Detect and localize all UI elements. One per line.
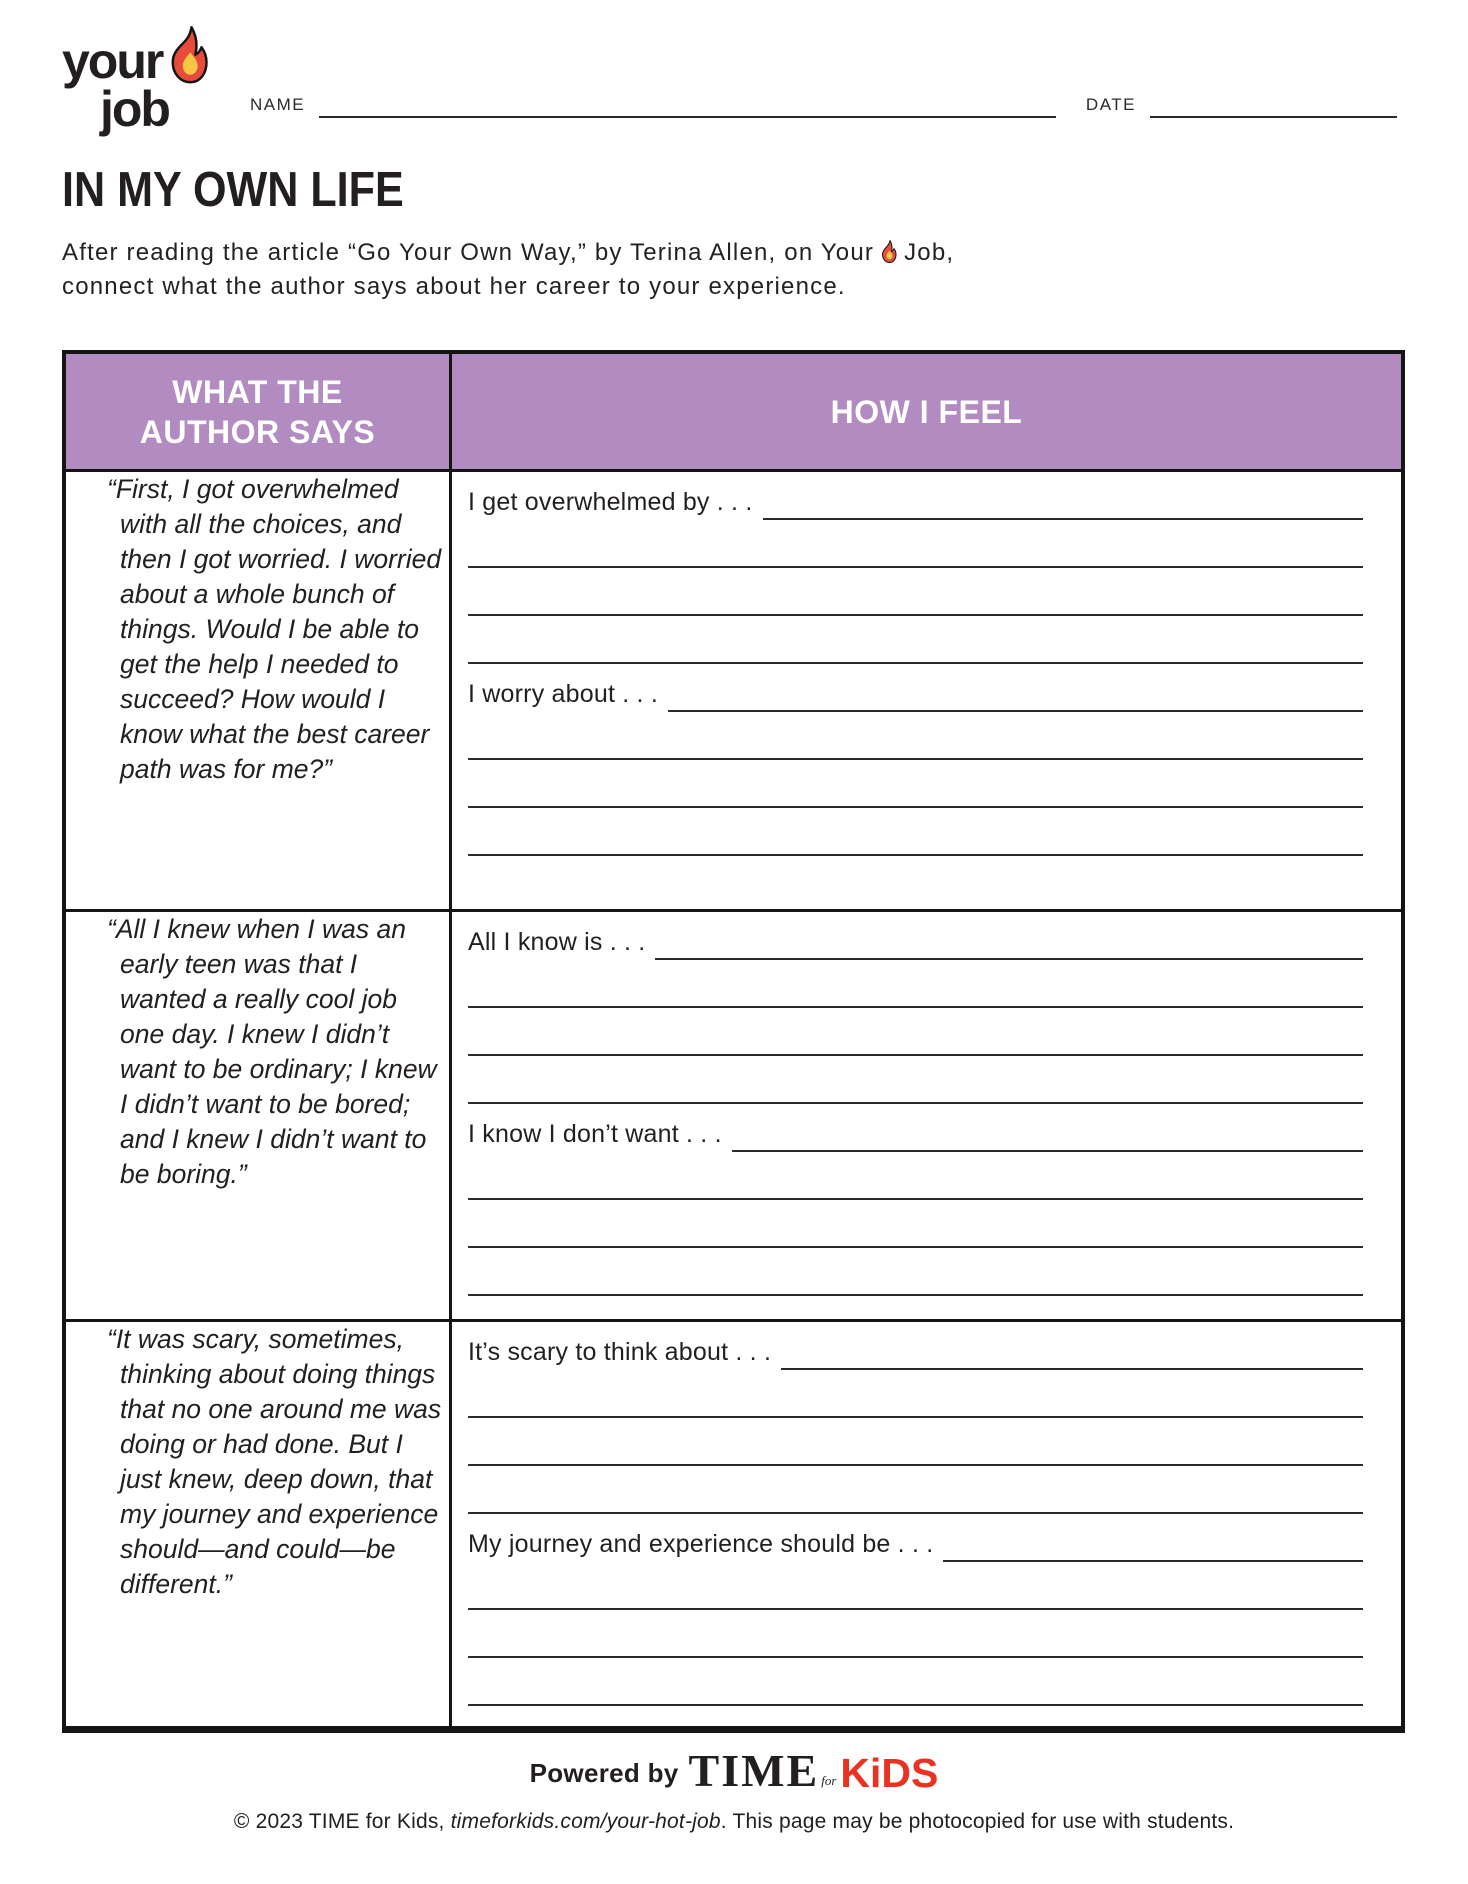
- kids-logo: KiDS: [840, 1750, 939, 1796]
- prompt-label: I know I don’t want . . .: [468, 1120, 722, 1148]
- write-line[interactable]: [781, 1322, 1363, 1370]
- page-title: IN MY OWN LIFE: [62, 163, 404, 217]
- logo-word-job: job: [100, 81, 169, 137]
- your-hot-job-logo: [62, 33, 222, 137]
- intro-line2: connect what the author says about her career to your experience.: [62, 273, 846, 300]
- feel-cell-row1: [452, 472, 1401, 912]
- intro-text: [62, 236, 954, 304]
- write-line[interactable]: [468, 1418, 1363, 1466]
- powered-by-label: Powered by: [529, 1758, 679, 1788]
- flame-icon: [164, 26, 214, 86]
- write-line[interactable]: [468, 1248, 1363, 1296]
- author-quote-1: “First, I got overwhelmed with all the choices, and then I got worried. I worried about a whole bunch of things. Would I be able to get the help I needed to succeed? How would I know what the best career path was for me?”: [107, 474, 442, 784]
- name-label: NAME: [250, 95, 306, 114]
- prompt-label: All I know is . . .: [468, 928, 646, 956]
- write-line[interactable]: [468, 568, 1363, 616]
- copyright-post: . This page may be photocopied for use with students.: [720, 1810, 1235, 1833]
- write-line[interactable]: [468, 1562, 1363, 1610]
- prompt-label: I get overwhelmed by . . .: [468, 488, 753, 516]
- col-header-how-i-feel: [452, 354, 1401, 472]
- write-line[interactable]: [468, 1152, 1363, 1200]
- col-header-author-says: [66, 354, 452, 472]
- intro-line1-pre: After reading the article “Go Your Own Way,” by Terina Allen, on Your: [62, 239, 875, 266]
- write-line[interactable]: [468, 1008, 1363, 1056]
- prompt-line: [468, 472, 1363, 520]
- write-line[interactable]: [468, 760, 1363, 808]
- date-input-line[interactable]: [1150, 90, 1397, 118]
- author-quote-3: “It was scary, sometimes, thinking about doing things that no one around me was doing or had done. But I just knew, deep down, that my journey and experience should—and could—be different.”: [107, 1324, 442, 1599]
- write-line[interactable]: [468, 1610, 1363, 1658]
- feel-cell-row3: [452, 1322, 1401, 1726]
- prompt-label: I worry about . . .: [468, 680, 658, 708]
- name-date-row: [250, 90, 1397, 118]
- write-line[interactable]: [468, 1466, 1363, 1514]
- author-quote-2: “All I knew when I was an early teen was that I wanted a really cool job one day. I knew I didn’t want to be ordinary; I knew I didn’t want to be bored; and I knew I didn’t want to be boring.”: [107, 914, 437, 1189]
- quote-cell-row2: [66, 912, 452, 1322]
- write-line[interactable]: [468, 1200, 1363, 1248]
- prompt-label: It’s scary to think about . . .: [468, 1338, 772, 1366]
- write-line[interactable]: [468, 616, 1363, 664]
- worksheet-table: [62, 350, 1405, 1733]
- write-line[interactable]: [763, 472, 1364, 520]
- prompt-line: [468, 664, 1363, 712]
- quote-cell-row3: [66, 1322, 452, 1726]
- col-header-feel-label: HOW I FEEL: [830, 393, 1023, 430]
- write-line[interactable]: [468, 1056, 1363, 1104]
- powered-by-row: [0, 1745, 1468, 1796]
- col-header-author-line2: AUTHOR SAYS: [139, 413, 376, 450]
- logo-word-your: your: [62, 33, 163, 89]
- write-line[interactable]: [468, 1658, 1363, 1706]
- write-line[interactable]: [732, 1104, 1363, 1152]
- prompt-line: [468, 1322, 1363, 1370]
- date-label: DATE: [1085, 95, 1136, 114]
- intro-line1-post: Job,: [904, 239, 955, 266]
- write-line[interactable]: [668, 664, 1363, 712]
- time-for-kids-logo-for: for: [821, 1773, 837, 1788]
- write-line[interactable]: [468, 808, 1363, 856]
- col-header-author-line1: WHAT THE: [172, 373, 343, 410]
- copyright-pre: © 2023 TIME for Kids,: [233, 1810, 451, 1833]
- quote-cell-row1: [66, 472, 452, 912]
- prompt-line: [468, 1514, 1363, 1562]
- write-line[interactable]: [468, 960, 1363, 1008]
- time-logo: TIME: [688, 1745, 820, 1796]
- write-line[interactable]: [468, 712, 1363, 760]
- flame-icon: [879, 240, 899, 264]
- write-line[interactable]: [468, 520, 1363, 568]
- write-line[interactable]: [468, 1370, 1363, 1418]
- name-input-line[interactable]: [319, 90, 1056, 118]
- prompt-label: My journey and experience should be . . .: [468, 1530, 934, 1558]
- prompt-line: [468, 1104, 1363, 1152]
- write-line[interactable]: [655, 912, 1363, 960]
- prompt-line: [468, 912, 1363, 960]
- copyright-url: timeforkids.com/your-hot-job: [450, 1810, 721, 1833]
- feel-cell-row2: [452, 912, 1401, 1322]
- copyright-line: [0, 1810, 1468, 1834]
- write-line[interactable]: [943, 1514, 1363, 1562]
